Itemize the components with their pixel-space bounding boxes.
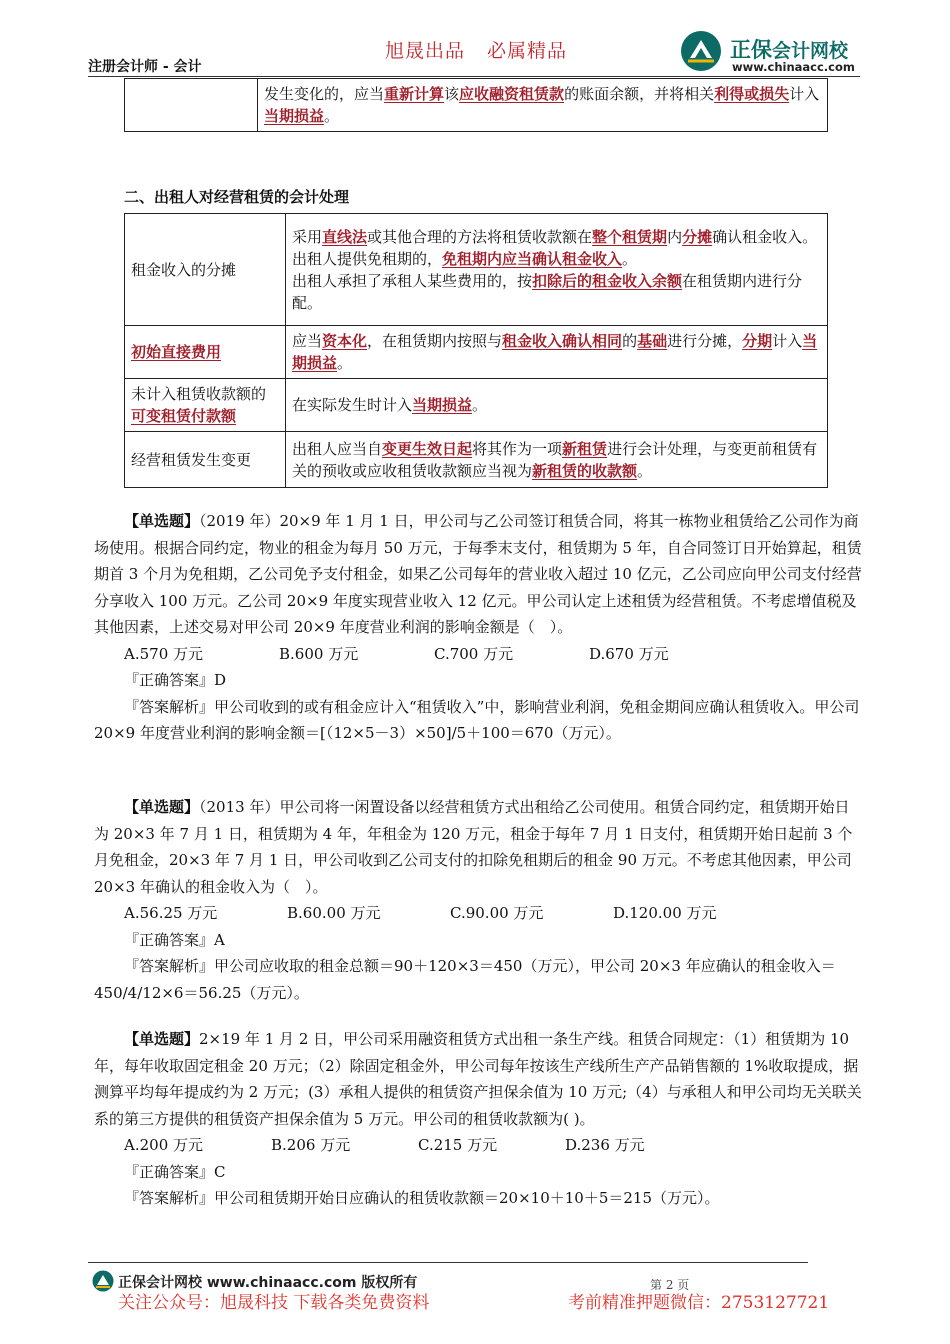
question-stem: 【单选题】2×19 年 1 月 2 日，甲公司采用融资租赁方式出租一条生产线。租赁合同规定：（1）租赁期为 10 年，每年收取固定租金 20 万元；（2）除固定租金外，甲公司每年按该生产线所生产产品销售额的 1%收取提成，据测算平均每年提成约为 2 万元；(3）承租人提供的租赁资产担保余值为 10 万元;（4）与承租人和甲公司均无关联关系的第三方提供的租赁资产担保余值为 5 万元。甲公司的租赁收款额为( )。 bbox=[94, 1030, 862, 1128]
question-options bbox=[94, 900, 862, 927]
watermark-right: 考前精准押题微信：2753127721 bbox=[568, 1293, 830, 1313]
row-label: 初始直接费用 bbox=[125, 326, 286, 379]
table-row bbox=[125, 79, 828, 132]
table-cell-empty bbox=[125, 79, 258, 132]
footer-copyright: 正保会计网校 www.chinaacc.com 版权所有 bbox=[118, 1275, 418, 1291]
answer-analysis: 『答案解析』甲公司收到的或有租金应计入“租赁收入”中，影响营业利润，免租金期间应确认租赁收入。甲公司 20×9 年度营业利润的影响金额＝[（12×5－3）×50]/5＋100＝670（万元）。 bbox=[94, 697, 860, 742]
option-d: D.670 万元 bbox=[589, 644, 669, 663]
question-stem: 【单选题】（2019 年）20×9 年 1 月 1 日，甲公司与乙公司签订租赁合同，将其一栋物业租赁给乙公司作为商场使用。根据合同约定，物业的租金为每月 50 万元，于每季末支付，租赁期为 5 年，自合同签订日开始算起，租赁期首 3 个月为免租期，乙公司免予支付租金，如果乙公司每年的营业收入超过 10 亿元，乙公司应向甲公司支付经营分享收入 100 万元。乙公司 20×9 年度实现营业收入 12 亿元。甲公司认定上述租赁为经营租赁。不考虑增值税及其他因素，上述交易对甲公司 20×9 年度营业利润的影响金额是（ ）。 bbox=[94, 512, 862, 636]
option-d: D.236 万元 bbox=[565, 1136, 645, 1154]
option-b: B.600 万元 bbox=[279, 644, 359, 663]
logo-title-b: 会计网校 bbox=[772, 40, 849, 62]
option-c: C.90.00 万元 bbox=[450, 904, 544, 922]
continued-table bbox=[124, 78, 828, 132]
footer-logo-icon bbox=[92, 1270, 114, 1292]
option-c: C.215 万元 bbox=[418, 1136, 498, 1154]
question-1 bbox=[94, 508, 862, 747]
slogan-part-2: 必属精品 bbox=[487, 40, 568, 62]
watermark-left: 关注公众号：旭晟科技 下载各类免费资料 bbox=[118, 1293, 430, 1313]
header-slogan bbox=[385, 36, 589, 63]
section-title: 二、出租人对经营租赁的会计处理 bbox=[124, 188, 350, 206]
row-content: 在实际发生时计入当期损益。 bbox=[286, 379, 828, 432]
row-label: 未计入租赁收款额的可变租赁付款额 bbox=[125, 379, 286, 432]
question-2 bbox=[94, 794, 862, 1006]
logo-url: www.chinaacc.com bbox=[732, 60, 855, 74]
option-a: A.200 万元 bbox=[124, 1136, 203, 1154]
question-3 bbox=[94, 1026, 862, 1212]
question-stem: 【单选题】（2013 年）甲公司将一闲置设备以经营租赁方式出租给乙公司使用。租赁合同约定，租赁期开始日为 20×3 年 7 月 1 日，租赁期为 4 年，年租金为 120 万元，租金于每年 7 月 1 日支付，租赁期开始日起前 3 个月免租金，20×3 年 7 月 1 日，甲公司收到乙公司支付的扣除免租期后的租金 90 万元。不考虑其他因素，甲公司 20×3 年确认的租金收入为（ ）。 bbox=[94, 798, 853, 896]
row-content: 应当资本化，在租赁期内按照与租金收入确认相同的基础进行分摊，分期计入当期损益。 bbox=[286, 326, 828, 379]
table-row bbox=[125, 379, 828, 432]
option-b: B.206 万元 bbox=[271, 1136, 351, 1154]
answer-analysis: 『答案解析』甲公司应收取的租金总额＝90＋120×3＝450（万元），甲公司 20×3 年应确认的租金收入＝450/4/12×6＝56.25（万元）。 bbox=[94, 957, 836, 1002]
option-c: C.700 万元 bbox=[434, 644, 514, 663]
logo-icon bbox=[680, 30, 722, 72]
site-logo bbox=[680, 28, 870, 78]
page-number: 第 2 页 bbox=[650, 1278, 690, 1292]
row-content: 出租人应当自变更生效日起将其作为一项新租赁进行会计处理，与变更前租赁有关的预收或应收租赁收款额应当视为新租赁的收款额。 bbox=[286, 432, 828, 488]
question-options bbox=[94, 641, 862, 668]
correct-answer: 『正确答案』A bbox=[124, 930, 225, 949]
question-options bbox=[94, 1132, 862, 1159]
option-b: B.60.00 万元 bbox=[287, 904, 381, 922]
option-d: D.120.00 万元 bbox=[613, 904, 717, 922]
header-divider bbox=[88, 76, 860, 77]
table-row bbox=[125, 326, 828, 379]
row-label: 经营租赁发生变更 bbox=[125, 432, 286, 488]
answer-analysis: 『答案解析』甲公司租赁期开始日应确认的租赁收款额＝20×10＋10＋5＝215（万元）。 bbox=[124, 1189, 720, 1207]
footer-divider bbox=[88, 1262, 808, 1263]
table-cell: 发生变化的，应当重新计算该应收融资租赁款的账面余额，并将相关利得或损失计入当期损益。 bbox=[258, 79, 828, 132]
option-a: A.570 万元 bbox=[124, 644, 203, 663]
correct-answer: 『正确答案』D bbox=[124, 671, 227, 689]
row-label: 租金收入的分摊 bbox=[125, 214, 286, 326]
document-subject: 注册会计师 - 会计 bbox=[88, 59, 202, 75]
table-row bbox=[125, 432, 828, 488]
operating-lease-table bbox=[124, 213, 828, 488]
slogan-part-1: 旭晟出品 bbox=[385, 40, 466, 62]
correct-answer: 『正确答案』C bbox=[124, 1162, 226, 1181]
table-row bbox=[125, 214, 828, 326]
option-a: A.56.25 万元 bbox=[124, 904, 218, 922]
row-content: 采用直线法或其他合理的方法将租赁收款额在整个租赁期内分摊确认租金收入。 出租人提供免租期的，免租期内应当确认租金收入。 出租人承担了承租人某些费用的，按扣除后的租金收入余额在租赁期内进行分配。 bbox=[286, 214, 828, 326]
logo-title-a: 正保 bbox=[730, 38, 772, 62]
